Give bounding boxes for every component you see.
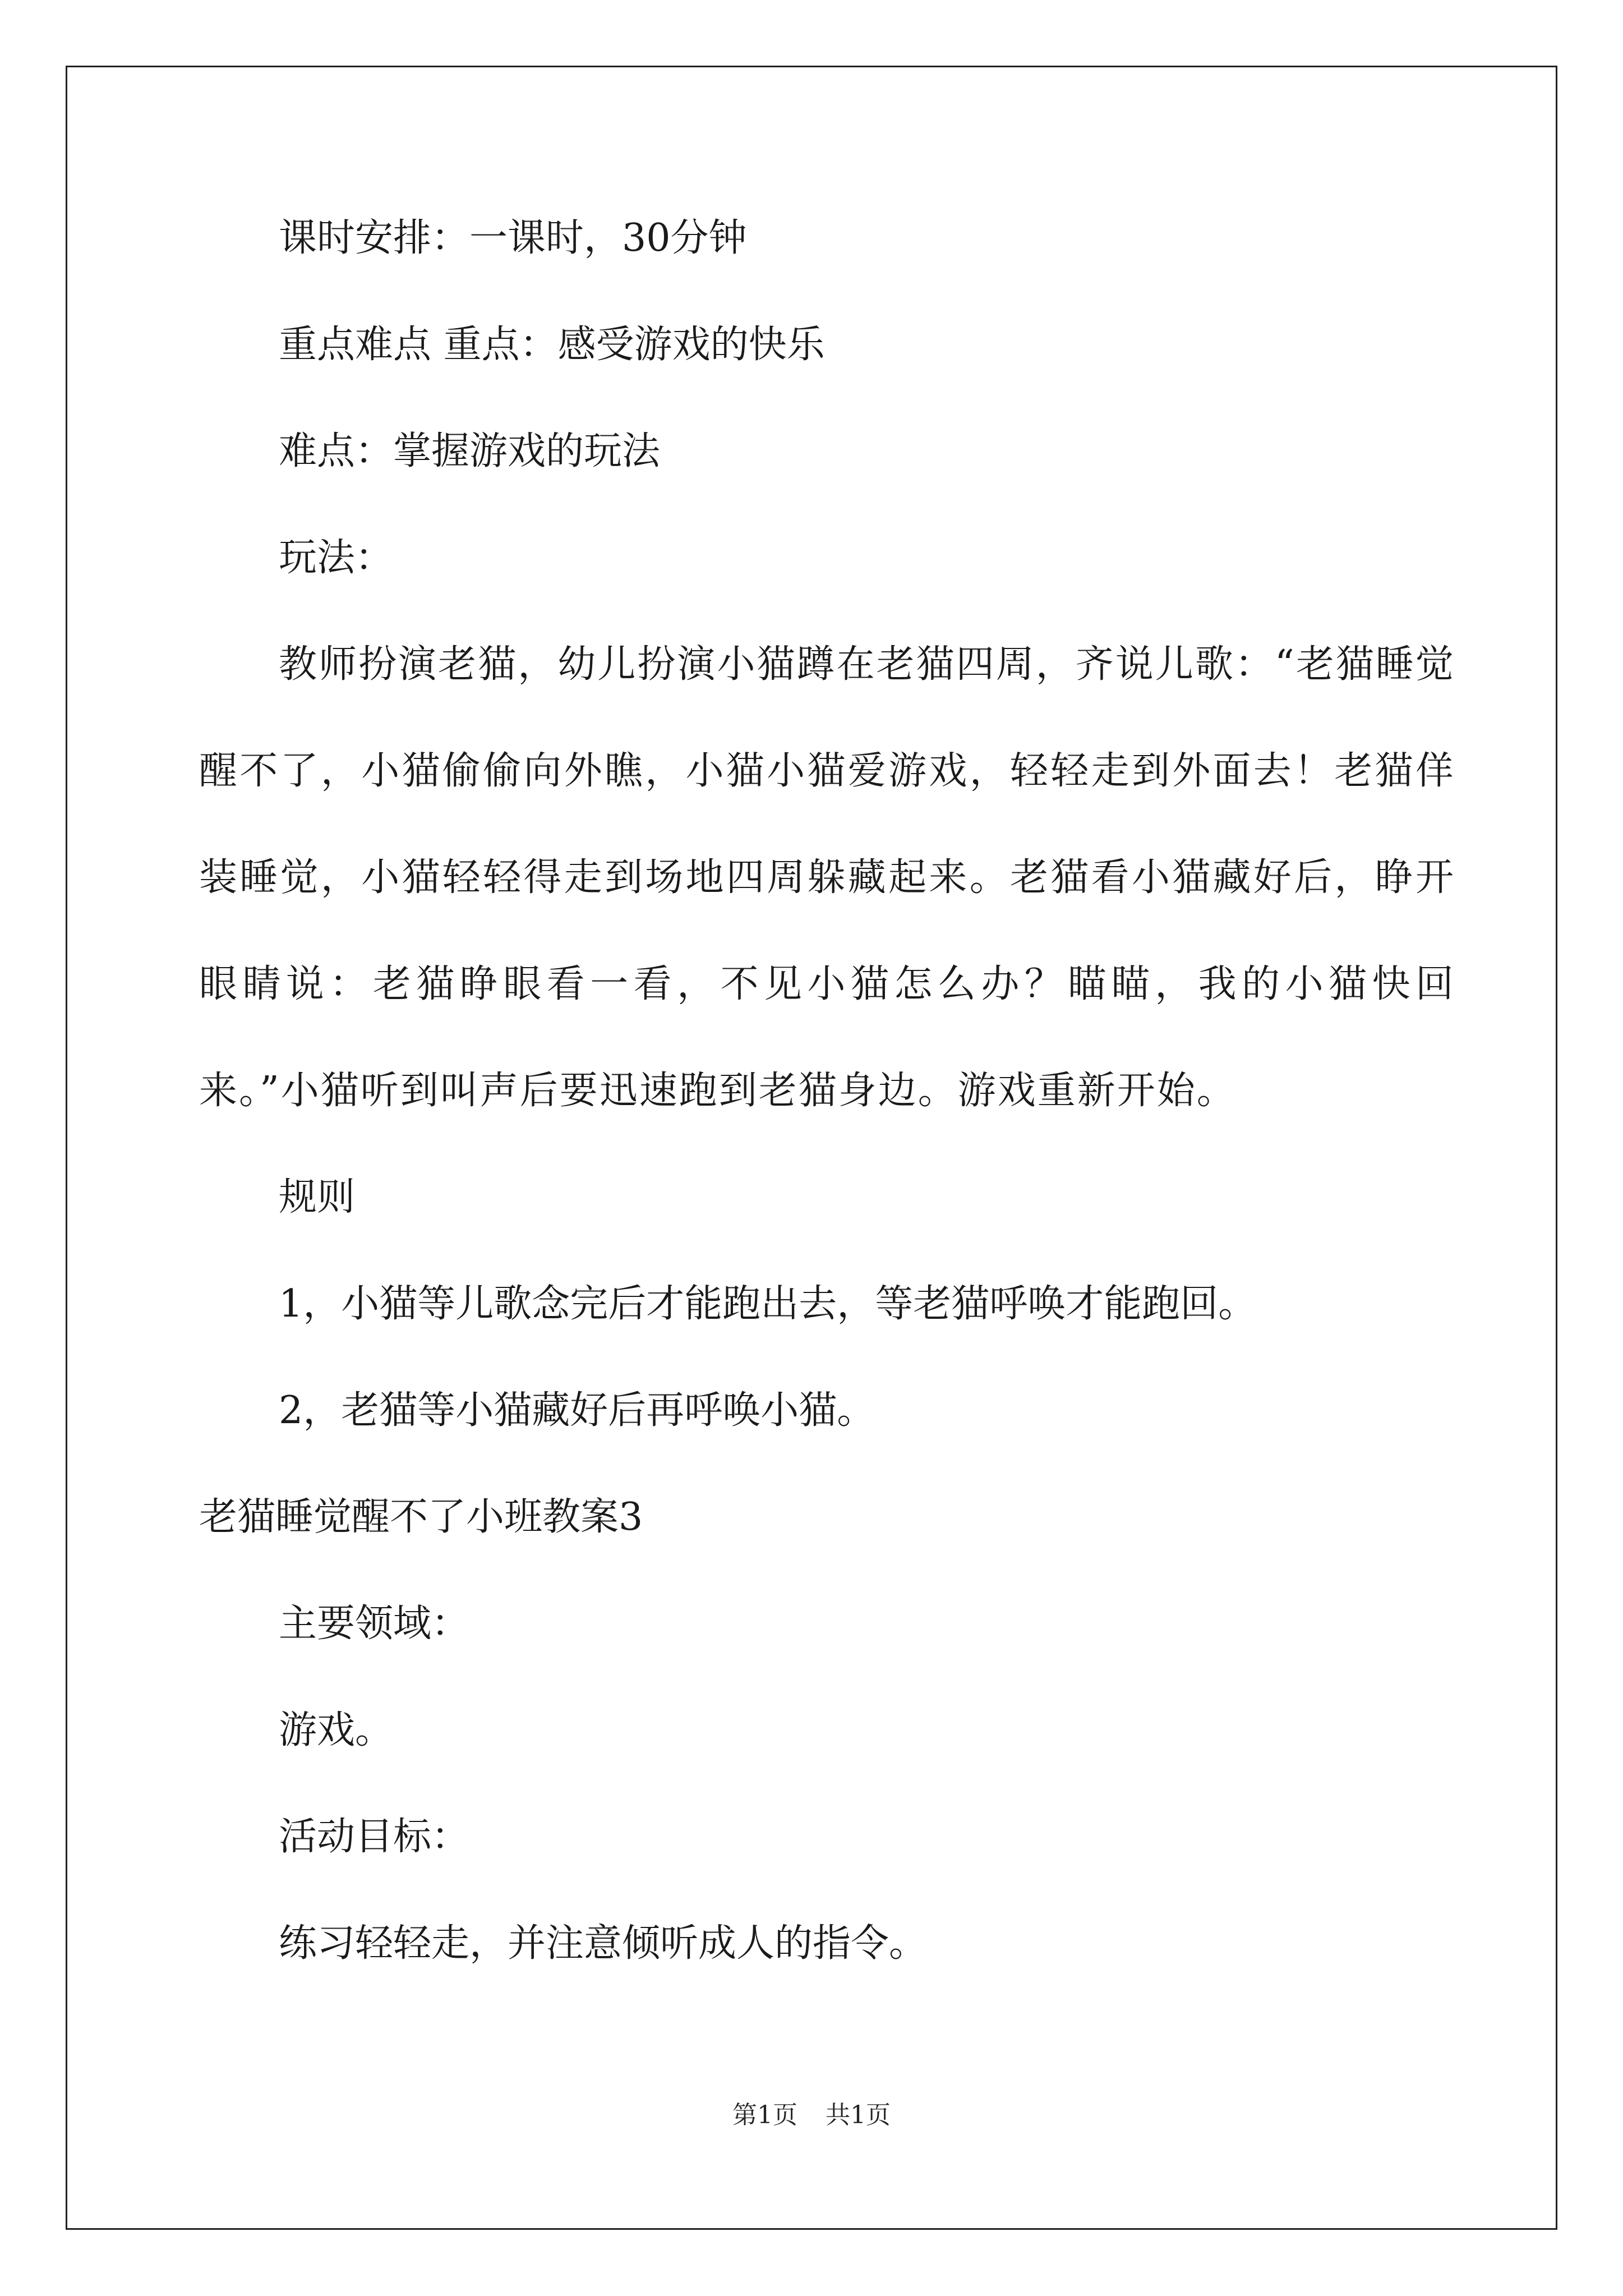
document-body (199, 185, 1455, 1997)
goals-label: 活动目标： (279, 1815, 470, 1859)
rule-1: 1，小猫等儿歌念完后才能跑出去，等老猫呼唤才能跑回。 (279, 1282, 1257, 1326)
key-points-line: 重点难点 重点：感受游戏的快乐 (279, 323, 825, 367)
section-title: 老猫睡觉醒不了小班教案3 (199, 1495, 643, 1539)
gameplay-label: 玩法： (279, 536, 394, 580)
page-number: 第1页 (732, 2101, 797, 2129)
domain-label: 主要领域： (279, 1602, 470, 1646)
difficulty-line: 难点：掌握游戏的玩法 (279, 429, 661, 473)
rule-2: 2，老猫等小猫藏好后再呼唤小猫。 (279, 1388, 875, 1433)
domain-value: 游戏。 (279, 1708, 394, 1752)
page-footer (0, 2095, 1623, 2131)
rules-label: 规则 (279, 1175, 356, 1220)
goal-1: 练习轻轻走，并注意倾听成人的指令。 (279, 1921, 928, 1966)
gameplay-paragraph: 教师扮演老猫，幼儿扮演小猫蹲在老猫四周，齐说儿歌：“老猫睡觉醒不了，小猫偷偷向外瞧，小猫小猫爱游戏，轻轻走到外面去！老猫佯装睡觉，小猫轻轻得走到场地四周躲藏起来。老猫看小猫藏好后，睁开眼睛说：老猫睁眼看一看，不见小猫怎么办？瞄瞄，我的小猫快回来。”小猫听到叫声后要迅速跑到老猫身边。游戏重新开始。 (199, 642, 1455, 1113)
page-total: 共1页 (826, 2101, 891, 2129)
schedule-line: 课时安排：一课时，30分钟 (279, 216, 747, 260)
